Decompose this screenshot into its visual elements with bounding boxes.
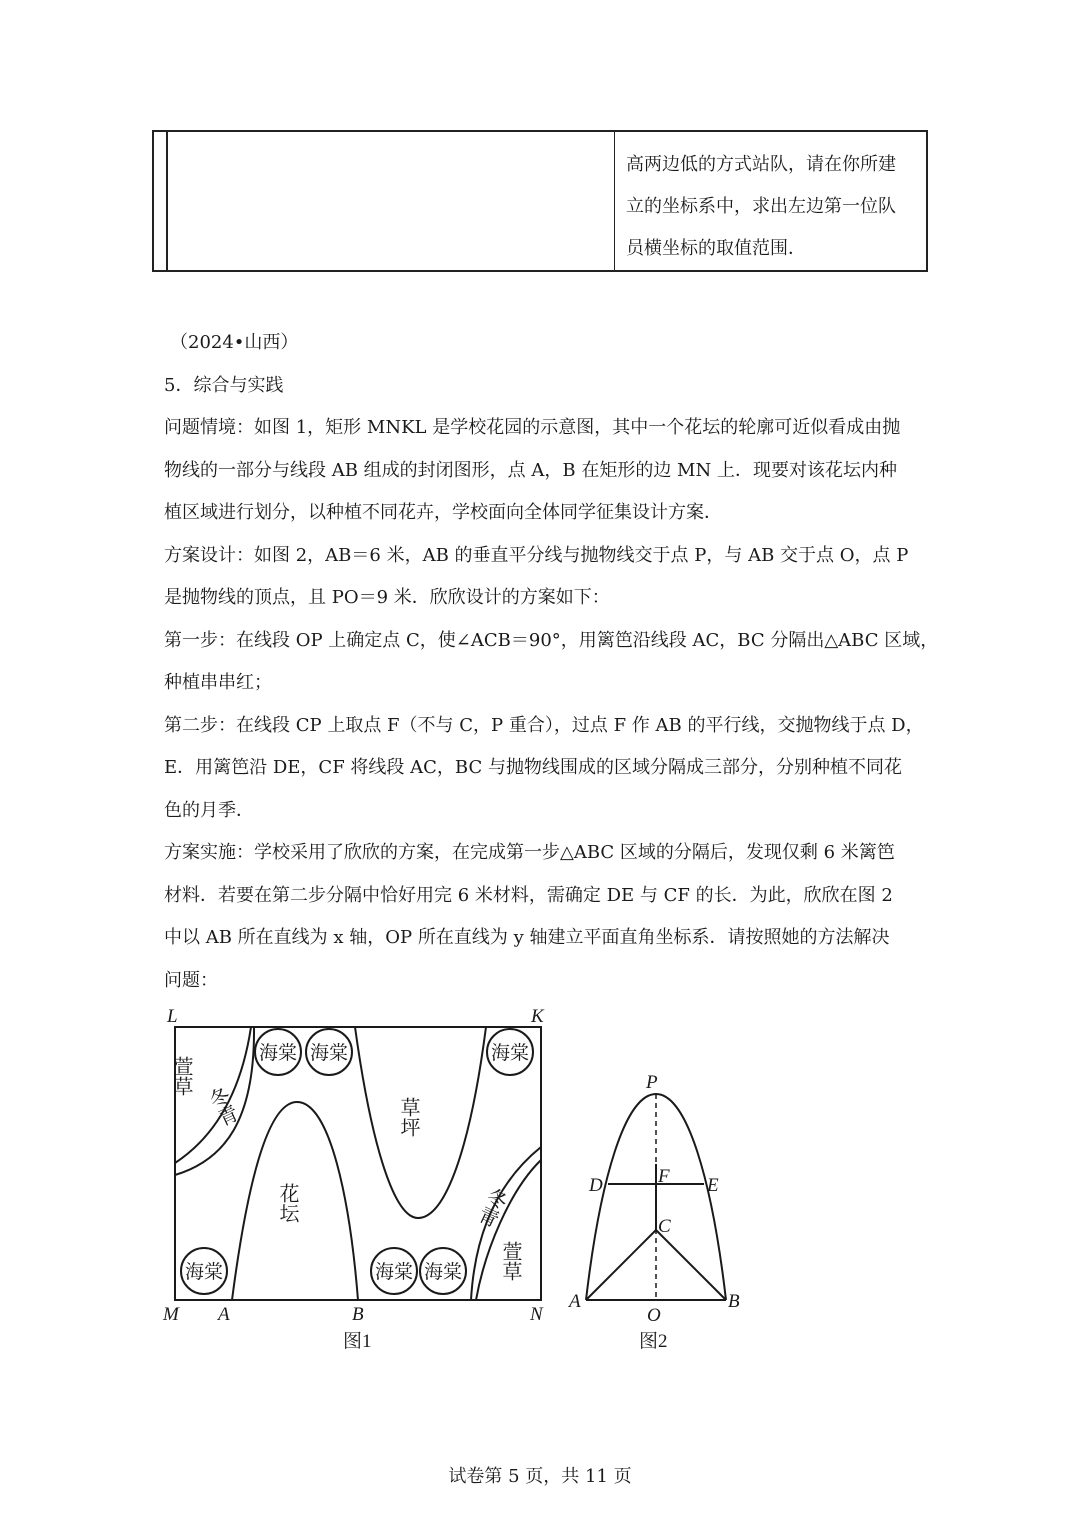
point-label-E: E xyxy=(707,1175,719,1196)
table-cell-text xyxy=(626,144,916,270)
answer-table xyxy=(152,130,928,272)
question-line: 问题： xyxy=(164,969,218,991)
question-line: 植区域进行划分，以种植不同花卉，学校面向全体同学征集设计方案． xyxy=(164,502,722,523)
point-label-P: P xyxy=(646,1072,658,1093)
figure-2-caption: 图2 xyxy=(639,1331,668,1352)
question-line: 色的月季． xyxy=(164,799,254,821)
xuancao-label: 萱草 xyxy=(170,1056,192,1096)
question-line: 是抛物线的顶点，且 PO＝9 米．欣欣设计的方案如下： xyxy=(164,587,610,608)
haitang-label: 海棠 xyxy=(424,1262,463,1283)
table-cell-line: 立的坐标系中，求出左边第一位队 xyxy=(626,196,896,217)
point-label-C: C xyxy=(658,1216,671,1237)
question-line: 物线的一部分与线段 AB 组成的封闭图形，点 A，B 在矩形的边 MN 上．现要对该花坛内种 xyxy=(164,459,897,481)
question-line: 材料．若要在第二步分隔中恰好用完 6 米材料，需确定 DE 与 CF 的长．为此，欣欣在图 2 xyxy=(164,884,893,906)
point-label-K: K xyxy=(531,1006,544,1027)
question-line: 问题情境：如图 1，矩形 MNKL 是学校花园的示意图，其中一个花坛的轮廓可近似看成由抛 xyxy=(164,417,901,438)
haitang-label: 海棠 xyxy=(185,1262,224,1283)
question-title: 综合与实践 xyxy=(193,374,284,396)
table-cell-line: 高两边低的方式站队，请在你所建 xyxy=(626,154,896,175)
flowerbed-label: 花坛 xyxy=(276,1183,298,1223)
point-label-B: B xyxy=(352,1304,364,1325)
point-label-D: D xyxy=(589,1175,603,1196)
haitang-label: 海棠 xyxy=(259,1043,298,1064)
point-label-A: A xyxy=(218,1304,230,1325)
point-label-F: F xyxy=(658,1166,670,1187)
figure-1 xyxy=(162,1006,545,1352)
figure-1-caption: 图1 xyxy=(343,1331,372,1352)
dongqing-label: 冬青 xyxy=(472,1183,510,1230)
segment-BC xyxy=(656,1230,726,1300)
point-label-A: A xyxy=(569,1291,581,1312)
question-line: 种植串串红； xyxy=(164,672,272,693)
table-column-divider xyxy=(614,132,615,270)
point-label-B: B xyxy=(728,1291,740,1312)
figure-2 xyxy=(567,1072,740,1352)
table-inner-border xyxy=(166,132,168,270)
point-label-M: M xyxy=(163,1304,179,1325)
question-number: 5． xyxy=(164,374,194,396)
question-line: E．用篱笆沿 DE，CF 将线段 AC，BC 与抛物线围成的区域分隔成三部分，分别种植不同花 xyxy=(164,757,902,778)
dongqing-label: 冬青 xyxy=(202,1084,240,1131)
question-line: 方案实施：学校采用了欣欣的方案，在完成第一步△ABC 区域的分隔后，发现仅剩 6 米篱笆 xyxy=(164,842,895,863)
xuancao-label: 萱草 xyxy=(499,1241,521,1281)
question-line: 方案设计：如图 2，AB＝6 米，AB 的垂直平分线与抛物线交于点 P，与 AB 交于点 O，点 P xyxy=(164,544,909,566)
lawn-label: 草坪 xyxy=(397,1097,419,1137)
haitang-label: 海棠 xyxy=(375,1262,414,1283)
question-line: 中以 AB 所在直线为 x 轴，OP 所在直线为 y 轴建立平面直角坐标系．请按照她的方法解决 xyxy=(164,927,890,948)
haitang-label: 海棠 xyxy=(491,1043,530,1064)
point-label-O: O xyxy=(647,1305,661,1326)
point-label-N: N xyxy=(530,1304,543,1325)
point-label-L: L xyxy=(167,1006,178,1027)
question-source: （2024•山西） xyxy=(170,332,299,353)
page-footer: 试卷第 5 页，共 11 页 xyxy=(448,1466,632,1487)
question-line: 第一步：在线段 OP 上确定点 C，使∠ACB＝90°，用篱笆沿线段 AC，BC 分隔出△ABC 区域， xyxy=(164,629,939,651)
table-cell-line: 员横坐标的取值范围． xyxy=(626,238,806,259)
lawn-curve xyxy=(355,1027,486,1218)
figures xyxy=(150,1000,750,1360)
segment-AC xyxy=(586,1230,656,1300)
haitang-label: 海棠 xyxy=(310,1043,349,1064)
question-heading xyxy=(164,365,934,408)
question-content xyxy=(164,322,939,1002)
question-line: 第二步：在线段 CP 上取点 F（不与 C，P 重合），过点 F 作 AB 的平行线，交抛物线于点 D， xyxy=(164,714,924,736)
